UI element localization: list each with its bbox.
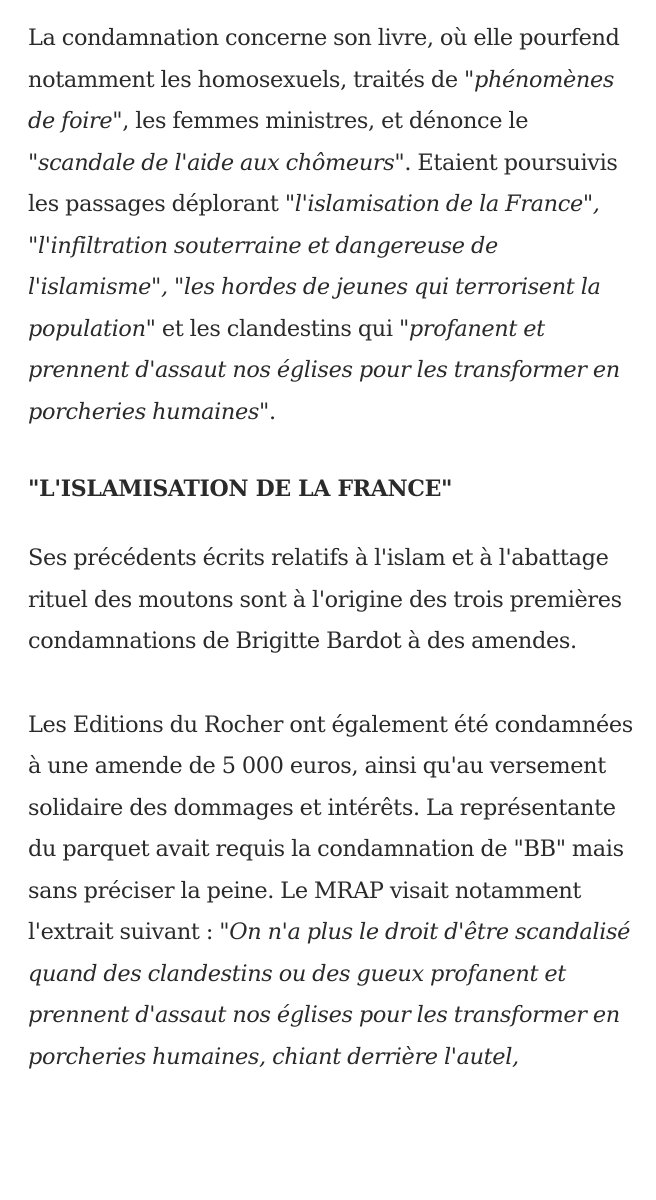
quote-scandale: "scandale de l'aide aux chômeurs" [28,149,405,176]
paragraph-text: , les femmes ministres, et dénonce le [122,108,529,134]
paragraph-editions [28,705,640,1079]
article-body [28,18,640,1078]
paragraph-ecrits: Ses précédents écrits relatifs à l'islam et à l'abattage rituel des moutons sont à l'origine des trois premières condamnations de Brigitte Bardot à des amendes. [28,545,622,654]
quote-profanent: "profanent et prennent d'assaut nos églises pour les transformer en porcheries humaines" [28,315,620,425]
paragraph-text: . Etaient poursuivis les passages déplorant [28,149,618,217]
section-subheading: "L'ISLAMISATION DE LA FRANCE" [28,476,453,502]
paragraph-condamnation [28,18,640,433]
paragraph-text: La condamnation concerne son livre, où elle pourfend notamment les homosexuels, traités de [28,25,620,93]
quote-extrait: "On n'a plus le droit d'être scandalisé quand des clandestins ou des gueux profanent et prennent d'assaut nos églises pour les transformer en porcheries humaines, chiant derrière l'autel, [28,919,631,1070]
quote-islamisation: "l'islamisation de la France", "l'infiltration souterraine et dangereuse de l'islamisme", "les hordes de jeunes qui terrorisent la population" [28,191,601,342]
bottom-fade-overlay [0,1100,656,1200]
paragraph-text: Les Editions du Rocher ont également été condamnées à une amende de 5 000 euros, ainsi qu'au versement solidaire des dommages et intérêts. La représentante du parquet avait requis la condamnation de "BB" mais sans préciser la peine. Le MRAP visait notamment l'extrait suivant : [28,711,633,945]
paragraph-spacer [28,663,640,705]
paragraph-text: et les clandestins qui [155,315,399,342]
paragraph-text: . [269,398,276,425]
quote-phenomenes: "phénomènes de foire" [28,66,615,134]
